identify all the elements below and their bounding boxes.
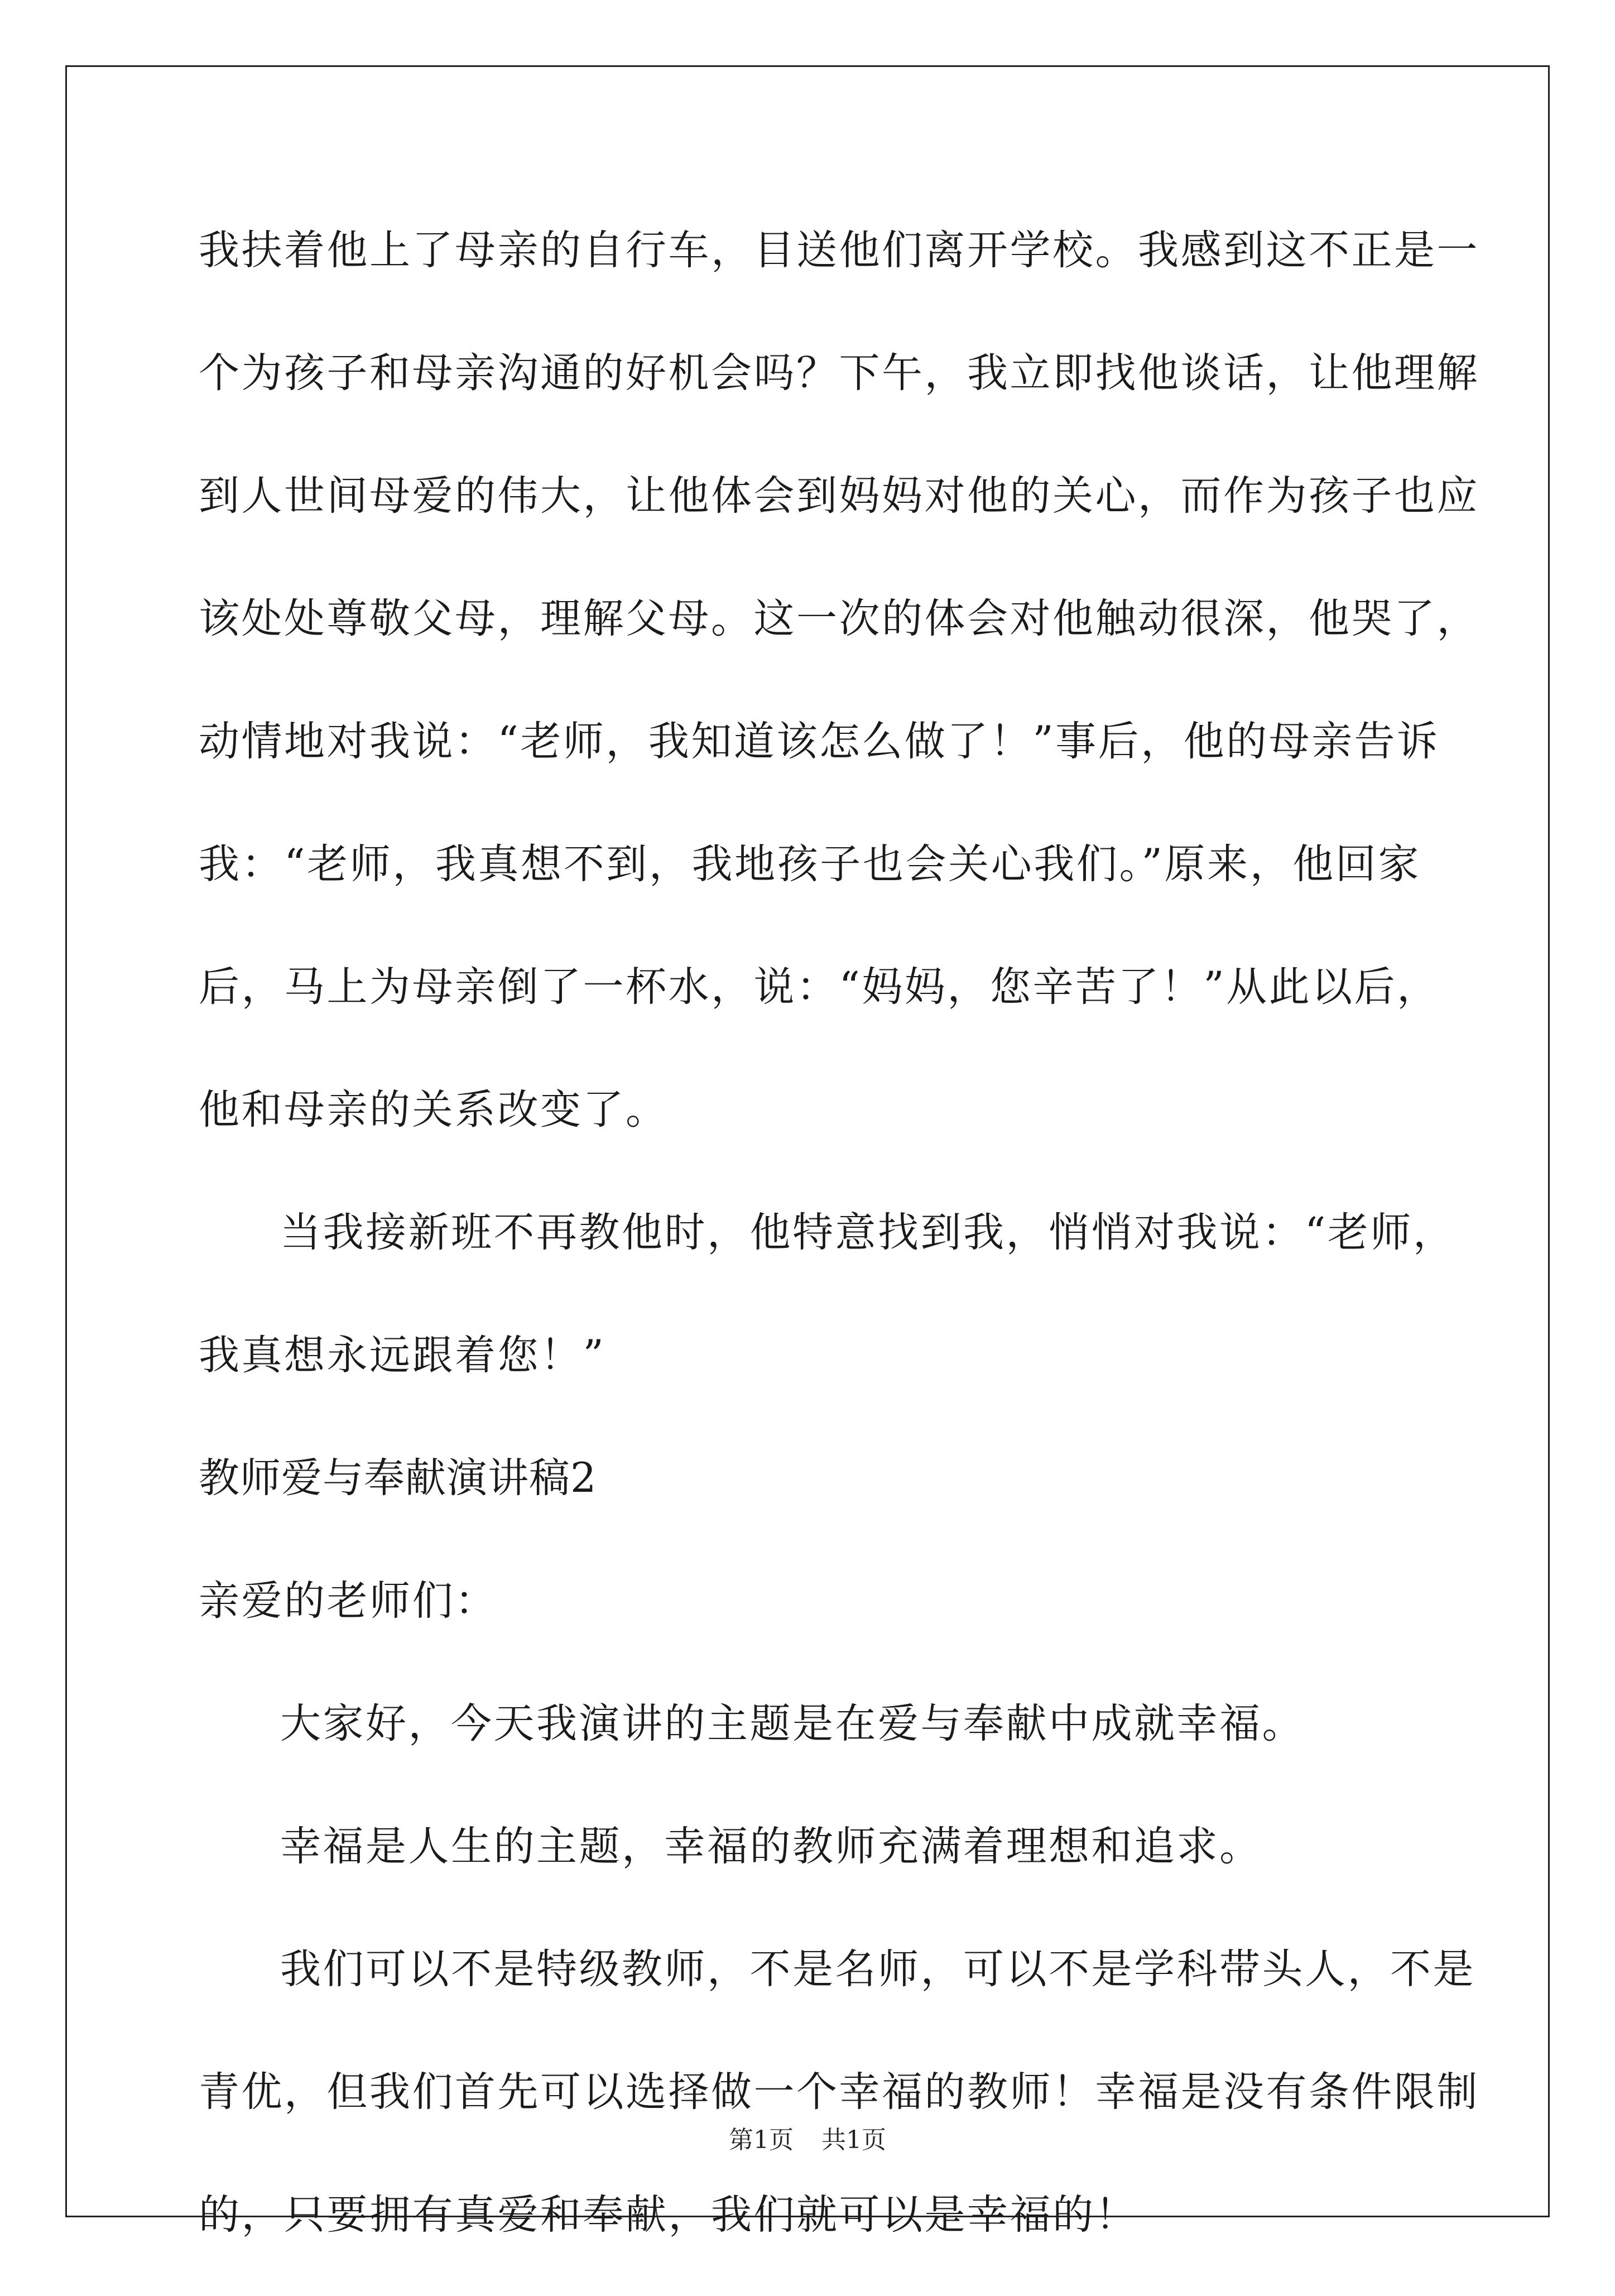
text-line: 青优，但我们首先可以选择做一个幸福的教师！幸福是没有条件限制 [199, 2068, 1479, 2116]
text-line: 我扶着他上了母亲的自行车，目送他们离开学校。我感到这不正是一 [199, 227, 1479, 274]
text-line: 到人世间母爱的伟大，让他体会到妈妈对他的关心，而作为孩子也应 [199, 472, 1479, 520]
paragraph-start-line: 当我接新班不再教他时，他特意找到我，悄悄对我说：“老师， [280, 1209, 1456, 1256]
document-body [199, 209, 1479, 2296]
salutation: 亲爱的老师们： [199, 1577, 498, 1625]
page-footer [0, 2124, 1615, 2157]
text-line: 我真想永远跟着您！” [199, 1332, 606, 1379]
text-line: 的，只要拥有真爱和奉献，我们就可以是幸福的！ [199, 2191, 1138, 2239]
page-total: 共1页 [821, 2126, 886, 2154]
text-line: 他和母亲的关系改变了。 [199, 1086, 669, 1133]
paragraph-start-line: 我们可以不是特级教师，不是名师，可以不是学科带头人，不是 [280, 1946, 1475, 1993]
page-number: 第1页 [729, 2126, 794, 2154]
text-line: 个为孩子和母亲沟通的好机会吗？下午，我立即找他谈话，让他理解 [199, 349, 1479, 397]
paragraph-start-line: 幸福是人生的主题，幸福的教师充满着理想和追求。 [280, 1823, 1262, 1870]
text-line: 该处处尊敬父母，理解父母。这一次的体会对他触动很深，他哭了， [199, 595, 1479, 642]
section-title: 教师爱与奉献演讲稿2 [199, 1454, 597, 1502]
text-line: 动情地对我说：“老师，我知道该怎么做了！”事后，他的母亲告诉 [199, 718, 1440, 765]
text-line: 我：“老师，我真想不到，我地孩子也会关心我们。”原来，他回家 [199, 840, 1421, 888]
paragraph-start-line: 大家好，今天我演讲的主题是在爱与奉献中成就幸福。 [280, 1700, 1305, 1747]
text-line: 后，马上为母亲倒了一杯水，说：“妈妈，您辛苦了！”从此以后， [199, 963, 1440, 1011]
